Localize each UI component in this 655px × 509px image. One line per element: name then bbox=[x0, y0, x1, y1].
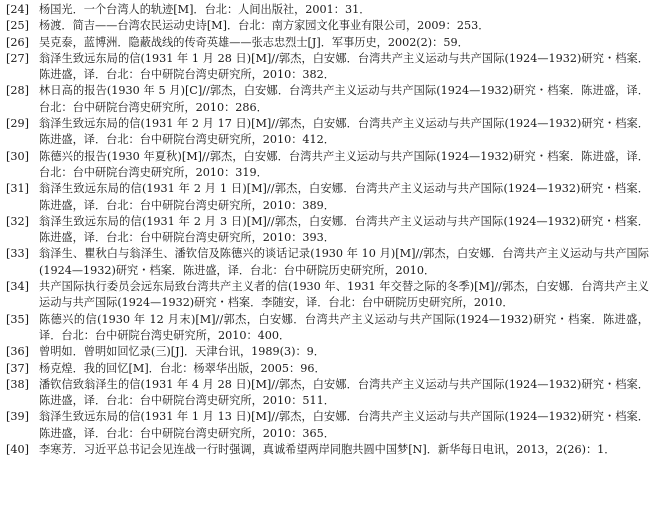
reference-text: 翁泽生致远东局的信(1931 年 2 月 3 日)[M]//郭杰，白安娜．台湾共产主义运动与共产国际(1924—1932)研究・档案．陈进盛，译．台北：台中研院台湾史研究所，2010：393． bbox=[39, 214, 649, 245]
reference-number: [32] bbox=[6, 214, 29, 228]
reference-number: [36] bbox=[6, 345, 29, 359]
reference-text: 杨国光．一个台湾人的轨迹[M]．台北：人间出版社，2001：31． bbox=[39, 3, 371, 16]
reference-item bbox=[6, 361, 649, 377]
reference-text: 共产国际执行委员会远东局致台湾共产主义者的信(1930 年、1931 年交替之际的冬季)[M]//郭杰，白安娜．台湾共产主义运动与共产国际(1924—1932)研究・档案．李随安，译．台北：台中研院历史研究所，2010． bbox=[39, 280, 649, 310]
reference-item bbox=[6, 214, 649, 247]
reference-text: 翁泽生致远东局的信(1931 年 1 月 28 日)[M]//郭杰，白安娜．台湾共产主义运动与共产国际(1924—1932)研究・档案．陈进盛，译．台北：台中研院台湾史研究所，2010：382． bbox=[39, 51, 649, 82]
reference-number: [26] bbox=[6, 35, 29, 49]
reference-item bbox=[6, 312, 649, 345]
reference-item bbox=[6, 18, 649, 34]
reference-number: [33] bbox=[6, 247, 29, 261]
reference-item bbox=[6, 149, 649, 182]
reference-text: 曾明如．曾明如回忆录(三)[J]．天津台讯，1989(3)：9． bbox=[39, 345, 325, 359]
reference-number: [25] bbox=[6, 19, 29, 33]
reference-text: 陈德兴的报告(1930 年夏秋)[M]//郭杰，白安娜．台湾共产主义运动与共产国际(1924—1932)研究・档案．陈进盛，译．台北：台中研院台湾史研究所，2010：319． bbox=[39, 149, 649, 179]
reference-text: 翁泽生致远东局的信(1931 年 2 月 1 日)[M]//郭杰，白安娜．台湾共产主义运动与共产国际(1924—1932)研究・档案．陈进盛，译．台北：台中研院台湾史研究所，2010：389． bbox=[39, 182, 649, 212]
reference-number: [40] bbox=[6, 443, 29, 457]
reference-item bbox=[6, 83, 649, 116]
reference-text: 李寒芳．习近平总书记会见连战一行时强调，真诚希望两岸同胞共圆中国梦[N]．新华每日电讯，2013，2(26)：1． bbox=[39, 443, 616, 457]
reference-text: 翁泽生致远东局的信(1931 年 1 月 13 日)[M]//郭杰，白安娜．台湾共产主义运动与共产国际(1924—1932)研究・档案．陈进盛，译．台北：台中研院台湾史研究所，2010：365． bbox=[39, 410, 649, 440]
reference-item bbox=[6, 2, 649, 18]
reference-item bbox=[6, 246, 649, 279]
reference-item bbox=[6, 409, 649, 442]
reference-number: [34] bbox=[6, 280, 29, 294]
reference-item bbox=[6, 51, 649, 84]
reference-text: 杨克煌．我的回忆[M]．台北：杨翠华出版，2005：96． bbox=[39, 361, 326, 375]
reference-number: [29] bbox=[6, 117, 29, 131]
reference-item bbox=[6, 442, 649, 458]
reference-text: 潘钦信致翁泽生的信(1931 年 4 月 28 日)[M]//郭杰，白安娜．台湾共产主义运动与共产国际(1924—1932)研究・档案．陈进盛，译．台北：台中研院台湾史研究所，2010：511． bbox=[39, 377, 649, 408]
reference-number: [31] bbox=[6, 182, 29, 196]
reference-number: [27] bbox=[6, 51, 29, 65]
reference-item bbox=[6, 181, 649, 214]
reference-text: 陈德兴的信(1930 年 12 月末)[M]//郭杰，白安娜．台湾共产主义运动与共产国际(1924—1932)研究・档案．陈进盛，译．台北：台中研院台湾史研究所，2010：400． bbox=[39, 312, 649, 342]
reference-number: [35] bbox=[6, 312, 29, 326]
reference-text: 翁泽生、瞿秋白与翁泽生、潘钦信及陈德兴的谈话记录(1930 年 10 月)[M]//郭杰，白安娜．台湾共产主义运动与共产国际(1924—1932)研究・档案．陈进盛，译．台北：台中研院历史研究所，2010． bbox=[39, 247, 649, 277]
reference-item bbox=[6, 279, 649, 312]
reference-item bbox=[6, 116, 649, 149]
reference-text: 杨渡．简吉——台湾农民运动史诗[M]．台北：南方家园文化事业有限公司，2009：253． bbox=[39, 19, 490, 33]
reference-item bbox=[6, 35, 649, 51]
reference-text: 翁泽生致远东局的信(1931 年 2 月 17 日)[M]//郭杰，白安娜．台湾共产主义运动与共产国际(1924—1932)研究・档案．陈进盛，译．台北：台中研院台湾史研究所，2010：412． bbox=[39, 117, 649, 147]
reference-text: 吴克泰，蓝博洲．隐蔽战线的传奇英雄——张志忠烈士[J]．军事历史，2002(2)：59． bbox=[39, 35, 469, 49]
reference-number: [30] bbox=[6, 149, 29, 163]
reference-number: [37] bbox=[6, 361, 29, 375]
reference-number: [28] bbox=[6, 84, 29, 98]
reference-number: [39] bbox=[6, 410, 29, 424]
reference-text: 林日高的报告(1930 年 5 月)[C]//郭杰，白安娜．台湾共产主义运动与共产国际(1924—1932)研究・档案．陈进盛，译．台北：台中研院台湾史研究所，2010：286． bbox=[39, 84, 649, 114]
reference-item bbox=[6, 344, 649, 360]
reference-item bbox=[6, 377, 649, 410]
reference-number: [24] bbox=[6, 3, 29, 16]
reference-number: [38] bbox=[6, 377, 29, 391]
